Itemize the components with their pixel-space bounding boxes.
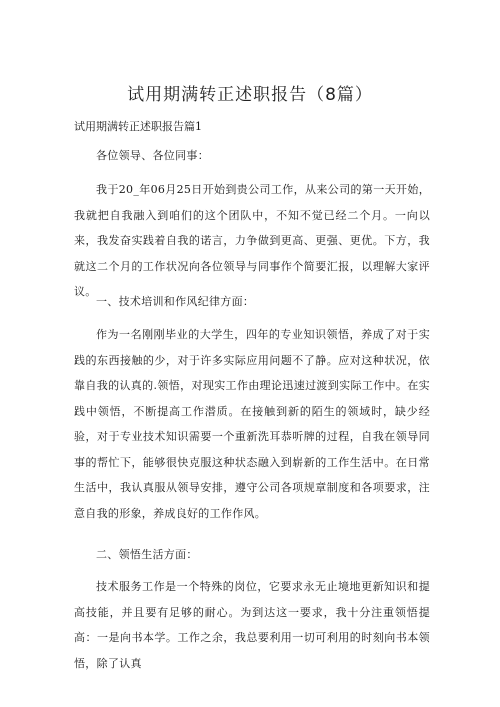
- intro-paragraph: 我于20_年06月25日开始到贵公司工作，从来公司的第一天开始，我就把自我融入到咱们的这个团队中，不知不觉已经二个月。一向以来，我发奋实践着自我的诺言，力争做到更高、更强、更优。下方，我就这二个月的工作状况向各位领导与同事作个简要汇报，以理解大家评议。: [74, 183, 430, 298]
- document-title: 试用期满转正述职报告（8篇）: [127, 85, 373, 105]
- document-subtitle: 试用期满转正述职报告篇1: [74, 120, 202, 133]
- section-heading-2: 二、领悟生活方面：: [96, 548, 198, 561]
- salutation-paragraph: 各位领导、各位同事：: [96, 149, 209, 162]
- body-paragraph-1: 作为一名刚刚毕业的大学生，四年的专业知识领悟，养成了对于实践的东西接触的少，对于许多实际应用问题不了静。应对这种状况，依靠自我的认真的.领悟，对现实工作由理论迅速过渡到实际工作中。在实践中领悟，不断提高工作潜质。在接触到新的陌生的领域时，缺少经验，对于专业技术知识需要一个重新洗耳恭听牌的过程，自我在领导同事的帮忙下，能够很快克服这种状态融入到崭新的工作生活中。在日常生活中，我认真服从领导安排，遵守公司各项规章制度和各项要求，注意自我的形象，养成良好的工作作风。: [74, 328, 430, 520]
- body-paragraph-2: 技术服务工作是一个特殊的岗位，它要求永无止境地更新知识和提高技能，并且要有足够的耐心。为到达这一要求，我十分注重领悟提高：一是向书本学。工作之余，我总要利用一切可利用的时刻向书本领悟，除了认真: [74, 580, 430, 670]
- section-heading-1: 一、技术培训和作风纪律方面：: [96, 295, 255, 308]
